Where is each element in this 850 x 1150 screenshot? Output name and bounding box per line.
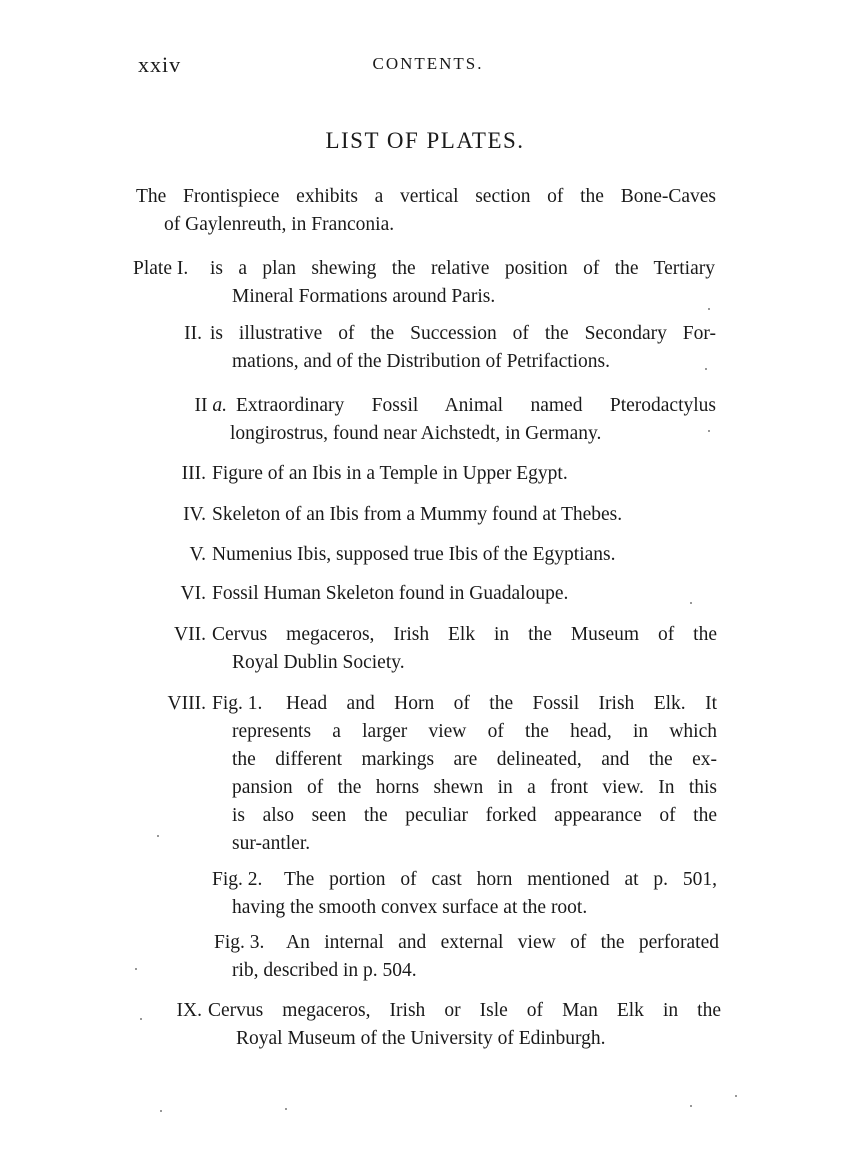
plate-numeral: Plate I.: [133, 258, 189, 279]
plate-numeral: III.: [181, 463, 206, 484]
running-head: [138, 52, 718, 82]
figure-entry: [0, 690, 850, 858]
plate-entry: [0, 621, 850, 677]
plate-entry: [0, 997, 850, 1053]
running-title: CONTENTS.: [372, 54, 484, 73]
plate-caption-line: Numenius Ibis, supposed true Ibis of the Egyptians.: [212, 544, 616, 565]
plate-caption-line: Extraordinary Fossil Animal named Pterodactylus: [236, 395, 716, 416]
figure-caption-line: is also seen the peculiar forked appearance of the: [232, 805, 717, 826]
plate-numeral-suffix: a.: [212, 395, 227, 416]
plate-entry: [0, 690, 850, 858]
plate-numeral: VII.: [174, 624, 206, 645]
plate-numeral-base: II: [194, 395, 208, 416]
plate-numeral: IV.: [183, 504, 206, 525]
plate-caption-line: Cervus megaceros, Irish or Isle of Man Elk in the: [208, 1000, 721, 1021]
section-title: LIST OF PLATES.: [325, 128, 525, 153]
plate-entry: [0, 255, 850, 311]
plate-numeral: IX.: [176, 1000, 202, 1021]
plate-entry: [0, 501, 850, 529]
plate-entry: [0, 580, 850, 608]
plate-caption-line: Royal Museum of the University of Edinburgh.: [236, 1028, 606, 1049]
plate-numeral: VIII.: [167, 693, 206, 714]
plate-numeral: [195, 392, 228, 420]
plate-numeral: II.: [184, 323, 202, 344]
plate-entry: [0, 460, 850, 488]
figure-entry: [0, 929, 850, 985]
plate-caption-line: Royal Dublin Society.: [232, 652, 405, 673]
figure-caption-line: represents a larger view of the head, in which: [232, 721, 717, 742]
figure-caption-line: pansion of the horns shewn in a front view. In this: [232, 777, 717, 798]
figure-caption-line: rib, described in p. 504.: [232, 960, 417, 981]
plate-caption-line: Skeleton of an Ibis from a Mummy found at Thebes.: [212, 504, 623, 525]
plate-entry: [0, 320, 850, 376]
figure-caption-line: the different markings are delineated, and the ex-: [232, 749, 717, 770]
plate-caption-line: longirostrus, found near Aichstedt, in Germany.: [230, 423, 602, 444]
plate-entry: [0, 541, 850, 569]
figure-caption-line: sur-antler.: [232, 833, 311, 854]
plate-caption-line: is a plan shewing the relative position of the Tertiary: [210, 258, 715, 279]
frontispiece-entry: [136, 183, 716, 239]
figure-caption-line: Head and Horn of the Fossil Irish Elk. It: [286, 693, 717, 714]
figure-entry: [0, 866, 850, 922]
figure-label: Fig. 1.: [212, 693, 263, 714]
plate-caption-line: Figure of an Ibis in a Temple in Upper Egypt.: [212, 463, 568, 484]
figure-caption-line: having the smooth convex surface at the root.: [232, 897, 588, 918]
figure-caption-line: The portion of cast horn mentioned at p. 501,: [284, 869, 717, 890]
entry-line: of Gaylenreuth, in Franconia.: [164, 214, 395, 235]
figure-label: Fig. 2.: [212, 869, 263, 890]
figure-caption-line: An internal and external view of the perforated: [286, 932, 719, 953]
plate-caption-line: is illustrative of the Succession of the Secondary For-: [210, 323, 716, 344]
plate-caption-line: mations, and of the Distribution of Petrifactions.: [232, 351, 611, 372]
plate-caption-line: Fossil Human Skeleton found in Guadaloupe.: [212, 583, 569, 604]
plate-caption-line: Cervus megaceros, Irish Elk in the Museum of the: [212, 624, 717, 645]
page-number: xxiv: [138, 52, 182, 77]
plate-numeral: VI.: [180, 583, 206, 604]
entry-line: The Frontispiece exhibits a vertical section of the Bone-Caves: [136, 186, 716, 207]
figure-label: Fig. 3.: [214, 932, 265, 953]
plate-caption-line: Mineral Formations around Paris.: [232, 286, 496, 307]
plate-entry: [0, 392, 850, 448]
plate-numeral: V.: [189, 544, 206, 565]
